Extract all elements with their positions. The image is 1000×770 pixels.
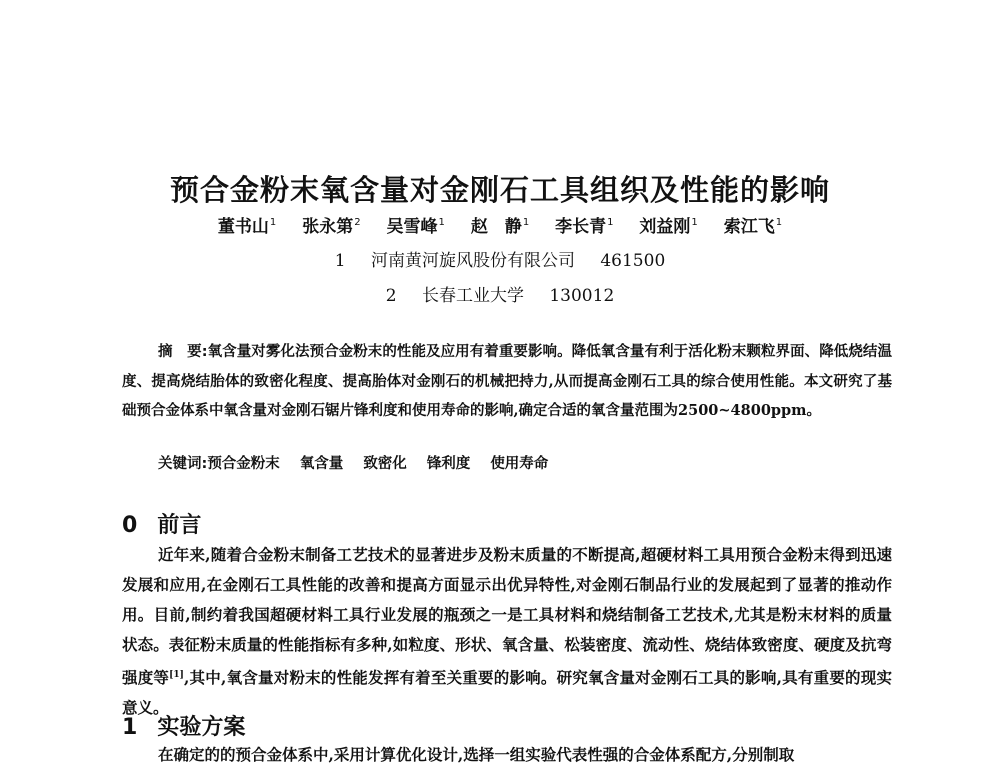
affiliation-marker: 1 [438,217,445,229]
paragraph-text: ,其中,氧含量对粉末的性能发挥有着至关重要的影响。研究氧含量对金刚石工具的影响,具有重要的现实意义。 [122,668,892,718]
author-name: 李长青 [555,217,607,237]
author-name: 张永第 [302,217,354,237]
affiliation-number: 1 [334,251,346,271]
affiliation-marker: 1 [269,217,277,229]
author [218,212,276,237]
affiliation-marker: 1 [691,217,698,229]
author [471,212,529,237]
author [639,212,697,237]
keyword: 使用寿命 [490,455,549,472]
keyword: 氧含量 [299,455,344,472]
affiliation-name: 长春工业大学 [421,286,524,306]
paper-title: 预合金粉末氧含量对金刚石工具组织及性能的影响 [169,173,830,207]
abstract-label: 摘 要: [158,344,208,360]
affiliation-2 [0,281,1000,306]
section-number: 1 [122,715,138,740]
affiliation-marker: 1 [522,217,530,229]
author-name: 刘益刚 [639,217,691,237]
author [555,212,613,237]
affiliation-number: 2 [385,286,397,306]
affiliation-marker: 2 [354,217,361,229]
author-name: 董书山 [217,217,269,237]
keywords-label: 关键词: [158,456,208,472]
keywords [158,452,568,473]
keyword: 致密化 [363,455,407,472]
section-heading-experiment [122,710,245,741]
keyword: 预合金粉末 [207,455,280,472]
citation-marker: [1] [169,670,184,680]
experiment-paragraph: 在确定的的预合金体系中,采用计算优化设计,选择一组实验代表性强的合金体系配方,分别制取 [158,745,795,764]
author [724,212,782,237]
keyword: 锋利度 [426,455,471,472]
section-heading-introduction [122,508,201,539]
section-number: 0 [122,513,138,538]
author [302,212,360,237]
section-title: 前言 [157,513,202,538]
affiliation-name: 河南黄河旋风股份有限公司 [370,251,575,271]
paragraph-text: 近年来,随着合金粉末制备工艺技术的显著进步及粉末质量的不断提高,超硬材料工具用预合金粉末得到迅速发展和应用,在金刚石工具性能的改善和提高方面显示出优异特性,对金刚石制品行业的发展起到了显著的推动作用。目前,制约着我国超硬材料工具行业发展的瓶颈之一是工具材料和烧结制备工艺技术,尤其是粉末材料的质量状态。表征粉末质量的性能指标有多种,如粒度、形状、氧含量、松装密度、流动性、烧结体致密度、硬度及抗弯强度等 [122,545,892,688]
author-name: 赵 静 [470,217,522,237]
affiliation-marker: 1 [775,217,783,229]
postal-code: 461500 [600,251,666,271]
author-name: 索江飞 [723,217,775,237]
author-list [0,212,1000,237]
postal-code: 130012 [549,286,615,306]
abstract-text: 氧含量对雾化法预合金粉末的性能及应用有着重要影响。降低氧含量有利于活化粉末颗粒界面、降低烧结温度、提高烧结胎体的致密化程度、提高胎体对金刚石的机械把持力,从而提高金刚石工具的综合使用性能。本文研究了基础预合金体系中氧含量对金刚石锯片锋利度和使用寿命的影响,确定合适的氧含量范围为2500~4800ppm。 [122,343,892,419]
author-name: 吴雪峰 [386,217,438,237]
section-title: 实验方案 [157,715,246,740]
affiliation-marker: 1 [607,217,614,229]
introduction-paragraph [122,540,892,723]
affiliation-1 [0,246,1000,271]
author [387,212,445,237]
abstract [122,337,892,425]
